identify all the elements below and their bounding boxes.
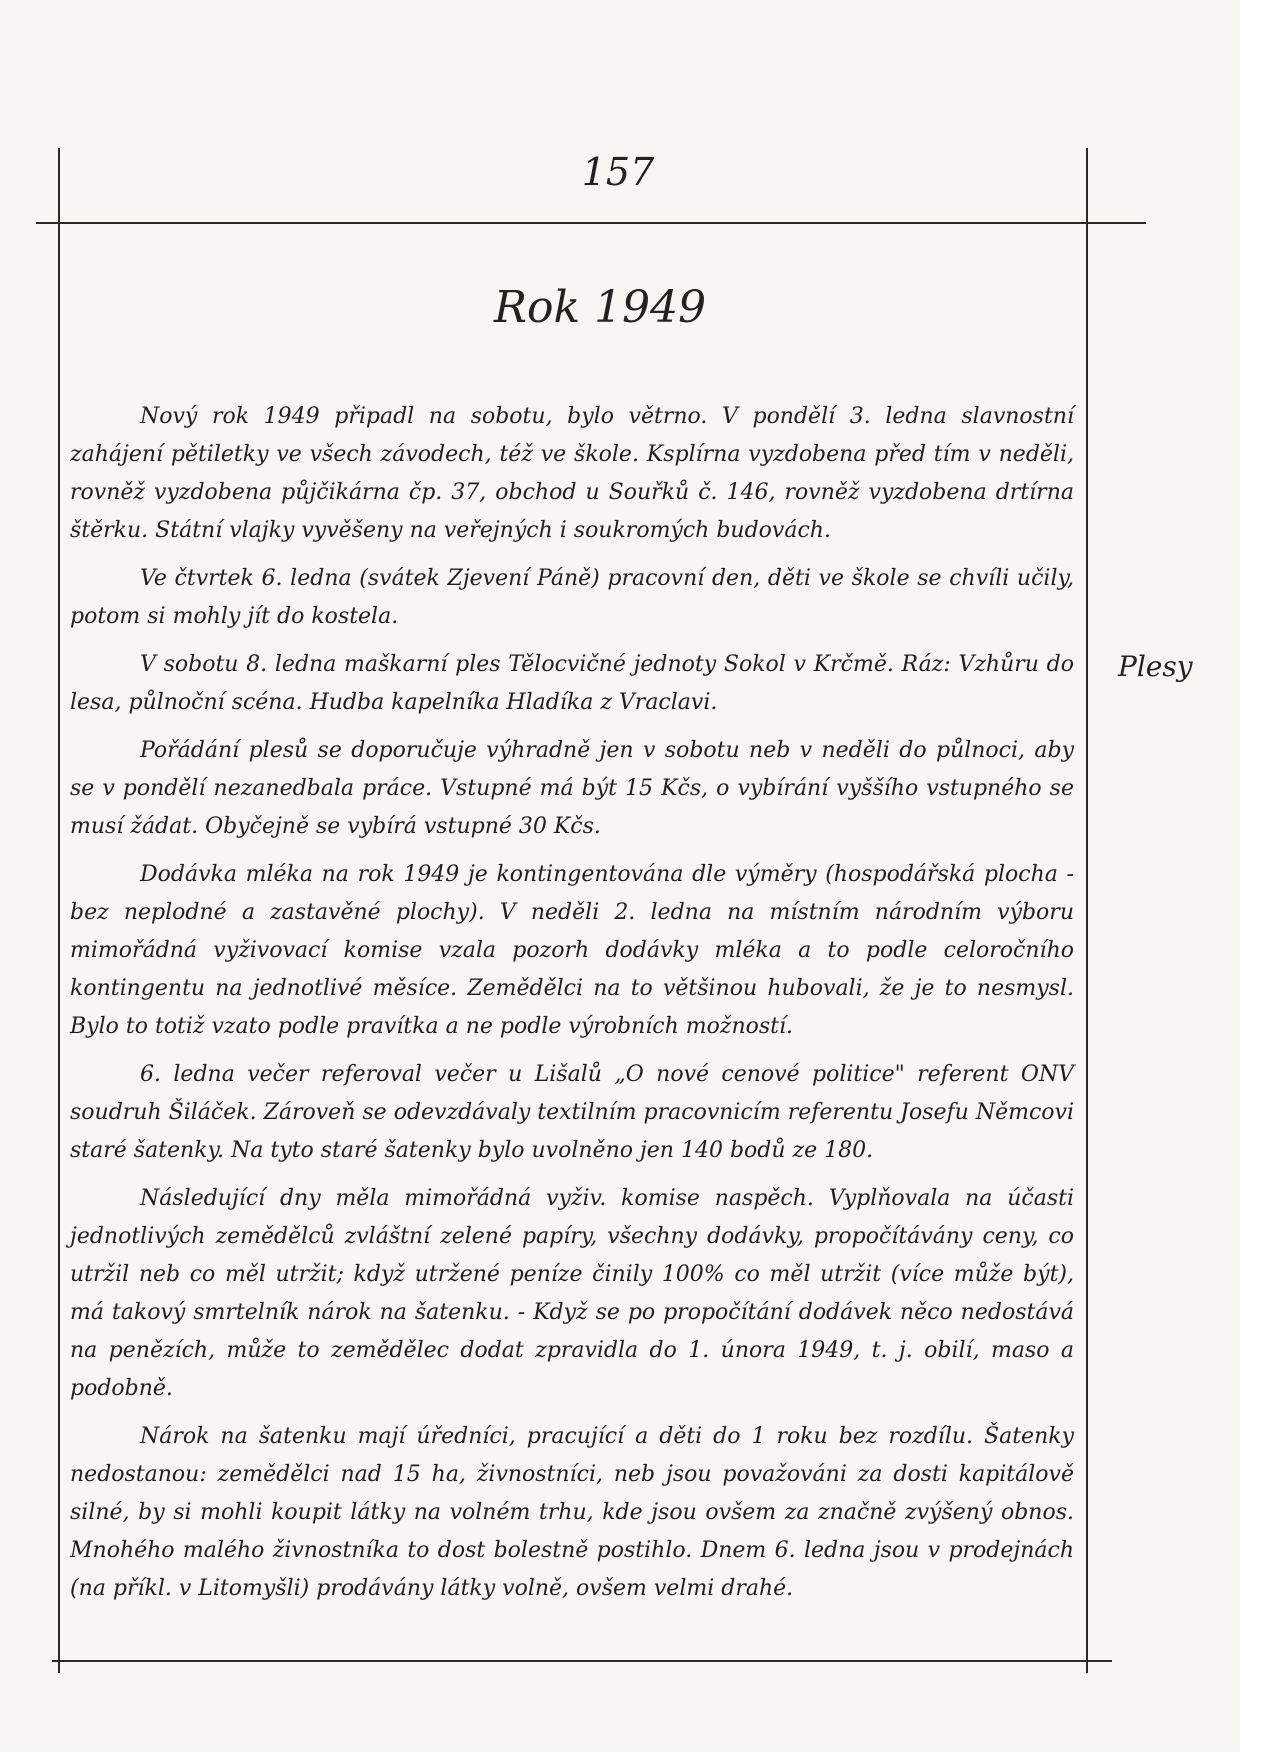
paragraph: 6. ledna večer referoval večer u Lišalů „O nové cenové politice" referent ONV soudruh Šiláček. Zároveň se odevzdávaly textilním pracovnicím referentu Josefu Němcovi staré šatenky. Na tyto staré šatenky bylo uvolněno jen 140 bodů ze 180. — [70, 1062, 1074, 1163]
header-rule — [36, 222, 1146, 224]
paragraph: Nový rok 1949 připadl na sobotu, bylo větrno. V pondělí 3. ledna slavnostní zahájení pětiletky ve všech závodech, též ve škole. Ksplírna vyzdobena před tím v neděli, rovněž vyzdobena půjčikárna čp. 37, obchod u Souřků č. 146, rovněž vyzdobena drtírna štěrku. Státní vlajky vyvěšeny na veřejných i soukromých budovách. — [70, 404, 1074, 543]
left-margin-line — [58, 148, 60, 1673]
paragraph: Dodávka mléka na rok 1949 je kontingentována dle výměry (hospodářská plocha - bez neplodné a zastavěné plochy). V neděli 2. ledna na místním národním výboru mimořádná vyživovací komise vzala pozorh dodávky mléka a to podle celoročního kontingentu na jednotlivé měsíce. Zemědělci na to většinou hubovali, že je to nesmysl. Bylo to totiž vzato podle pravítka a ne podle výrobních možností. — [70, 862, 1074, 1039]
page-title: Rok 1949 — [493, 282, 707, 333]
paragraph: Ve čtvrtek 6. ledna (svátek Zjevení Páně) pracovní den, děti ve škole se chvíli učily, potom si mohly jít do kostela. — [70, 566, 1074, 629]
right-margin-line — [1086, 148, 1088, 1673]
paragraph: V sobotu 8. ledna maškarní ples Tělocvičné jednoty Sokol v Krčmě. Ráz: Vzhůru do lesa, půlnoční scéna. Hudba kapelníka Hladíka z Vraclavi. — [70, 652, 1074, 715]
paragraph: Nárok na šatenku mají úředníci, pracující a děti do 1 roku bez rozdílu. Šatenky nedostanou: zemědělci nad 15 ha, živnostníci, neb jsou považováni za dosti kapitálově silné, by si mohli koupit látky na volném trhu, kde jsou ovšem za značně zvýšený obnos. Mnohého malého živnostníka to dost bolestně postihlo. Dnem 6. ledna jsou v prodejnách (na příkl. v Litomyšli) prodávány látky volně, ovšem velmi drahé. — [70, 1424, 1074, 1601]
paragraph: Pořádání plesů se doporučuje výhradně jen v sobotu neb v neděli do půlnoci, aby se v pondělí nezanedbala práce. Vstupné má být 15 Kčs, o vybírání vyššího vstupného se musí žádat. Obyčejně se vybírá vstupné 30 Kčs. — [70, 738, 1074, 839]
paragraph: Následující dny měla mimořádná vyživ. komise naspěch. Vyplňovala na účasti jednotlivých zemědělců zvláštní zelené papíry, všechny dodávky, propočítávány ceny, co utržil neb co měl utržit; když utržené peníze činily 100% co měl utržit (více může být), má takový smrtelník nárok na šatenku. - Když se po propočítání dodávek něco nedostává na penězích, může to zemědělec dodat zpravidla do 1. února 1949, t. j. obilí, maso a podobně. — [70, 1186, 1074, 1401]
footer-rule — [52, 1660, 1112, 1662]
scan-edge — [1240, 0, 1264, 1752]
margin-note: Plesy — [1118, 650, 1193, 683]
page-number: 157 — [581, 150, 655, 194]
chronicle-text — [70, 398, 1074, 1618]
